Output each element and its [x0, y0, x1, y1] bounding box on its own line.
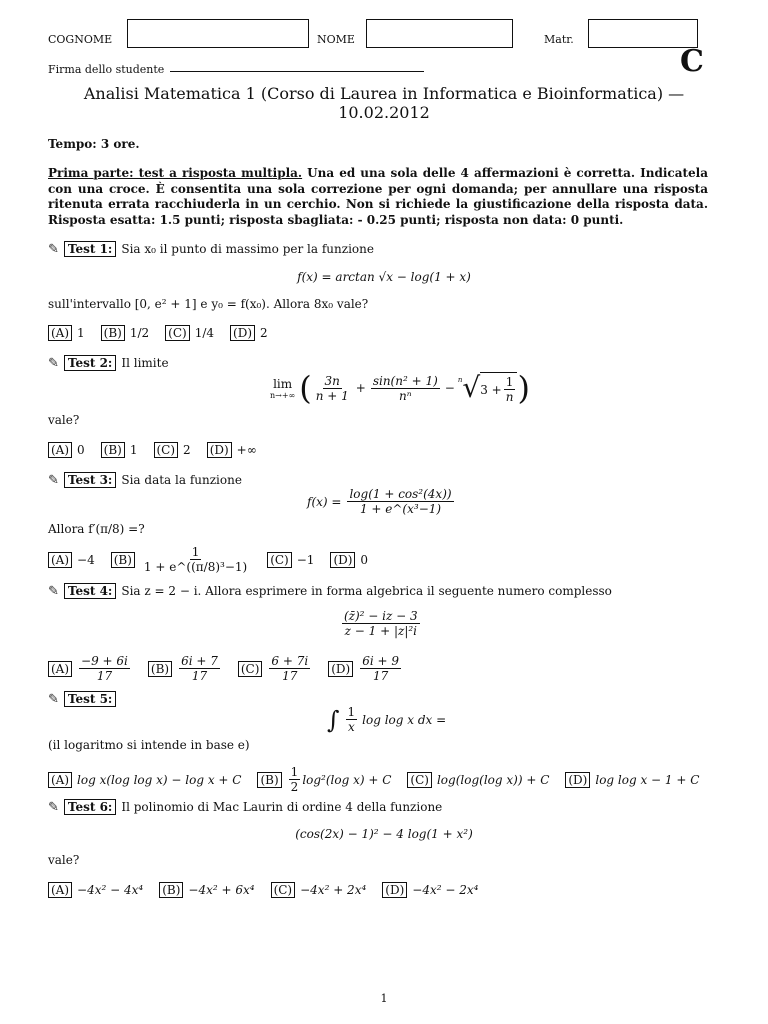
option-b[interactable]: [257, 765, 391, 794]
root-index: n: [457, 376, 463, 384]
option-value: 0: [77, 443, 85, 457]
test-5-after: (il logaritmo si intende in base e): [48, 738, 250, 752]
pencil-icon: ✎: [48, 241, 59, 257]
option-key[interactable]: (A): [48, 325, 72, 341]
option-c[interactable]: [267, 552, 314, 568]
option-b[interactable]: [111, 545, 251, 574]
test-label: Test 3:: [64, 472, 116, 488]
option-key[interactable]: (A): [48, 442, 72, 458]
t1-num: 3n: [324, 373, 340, 388]
cognome-field[interactable]: [127, 19, 309, 48]
fraction: [347, 487, 453, 516]
test-label: Test 1:: [64, 241, 116, 257]
option-b[interactable]: [148, 654, 222, 683]
test-2-header: [48, 355, 169, 371]
option-frac: [142, 545, 249, 574]
fraction: [342, 609, 420, 638]
t2-den: nⁿ: [399, 388, 412, 403]
option-a[interactable]: [48, 552, 95, 568]
option-c[interactable]: [154, 442, 191, 458]
option-d[interactable]: [330, 552, 368, 568]
option-key[interactable]: (A): [48, 882, 72, 898]
test-5-options: [48, 765, 715, 794]
instructions-text: Una ed una sola delle 4 affermazioni è corretta. Indicatela con una croce. È consentita una sola correzione per ogni domanda; per annullare una risposta ritenuta errata racchiuderla in un cerchio. Non si richiede la giustificazione della risposta data. Risposta esatta: 1.5 punti; risposta sbagliata: - 0.25 punti; risposta non data: 0 punti.: [48, 166, 708, 227]
test-prompt: Il limite: [121, 356, 169, 370]
tempo: Tempo: 3 ore.: [48, 137, 140, 151]
test-3-header: [48, 472, 242, 488]
option-c[interactable]: [407, 772, 549, 788]
test-label: Test 2:: [64, 355, 116, 371]
option-key[interactable]: (B): [159, 882, 183, 898]
test-3-options: [48, 545, 384, 574]
option-key[interactable]: (D): [328, 661, 353, 677]
test-4-options: [48, 654, 419, 683]
signature-line[interactable]: [170, 71, 424, 72]
option-value: 2: [183, 443, 191, 457]
fraction: [346, 705, 358, 734]
test-5-header: [48, 691, 116, 707]
option-frac: [269, 654, 310, 683]
test-6-formula: (cos(2x) − 1)² − 4 log(1 + x²): [295, 827, 473, 841]
option-key[interactable]: (A): [48, 552, 72, 568]
lim-word: lim: [273, 376, 293, 391]
nome-field[interactable]: [366, 19, 513, 48]
test-3-after: Allora f′(π/8) =?: [48, 522, 145, 536]
root-body-text: 3 +: [480, 382, 502, 397]
opt-num: 1: [290, 765, 299, 779]
pencil-icon: ✎: [48, 691, 59, 707]
option-value: log²(log x) + C: [302, 772, 392, 787]
radical-icon: √: [462, 371, 481, 404]
nome-label: NOME: [317, 33, 355, 46]
option-key[interactable]: (C): [154, 442, 179, 458]
option-frac: [360, 654, 401, 683]
option-a[interactable]: [48, 654, 132, 683]
instructions-lead: Prima parte: test a risposta multipla.: [48, 166, 303, 180]
option-key[interactable]: (A): [48, 772, 72, 788]
option-d[interactable]: [382, 882, 478, 898]
test-2-options: [48, 442, 273, 458]
option-a[interactable]: [48, 325, 85, 341]
root-body: [480, 372, 517, 404]
test-4-formula: [340, 609, 422, 638]
test-1-formula: f(x) = arctan √x − log(1 + x): [297, 270, 471, 284]
option-b[interactable]: [159, 882, 254, 898]
integral-icon: ∫: [327, 705, 340, 734]
root-den: n: [505, 390, 514, 404]
option-d[interactable]: [207, 442, 257, 458]
test-prompt: Il polinomio di Mac Laurin di ordine 4 della funzione: [121, 800, 443, 814]
test-label: Test 4:: [64, 583, 116, 599]
numerator: log(1 + cos²(4x)): [349, 487, 452, 501]
option-frac: [79, 654, 130, 683]
test-prompt: Sia z = 2 − i. Allora esprimere in forma algebrica il seguente numero complesso: [121, 584, 612, 598]
instructions: [48, 166, 708, 228]
option-frac: [179, 654, 220, 683]
t1-den: n + 1: [315, 388, 349, 403]
root-frac: [504, 375, 516, 404]
option-key[interactable]: (B): [257, 772, 281, 788]
test-2-after: vale?: [48, 413, 80, 427]
option-key[interactable]: (D): [382, 882, 407, 898]
term-1: [314, 374, 351, 403]
limit-operator: [270, 377, 295, 400]
numerator: 1: [347, 705, 356, 719]
test-6-header: [48, 799, 442, 815]
option-value: 1/4: [194, 326, 215, 340]
option-key[interactable]: (C): [238, 661, 263, 677]
pencil-icon: ✎: [48, 583, 59, 599]
test-1-after: sull'intervallo [0, e² + 1] e y₀ = f(x₀). Allora 8x₀ vale?: [48, 297, 369, 311]
exam-title: Analisi Matematica 1 (Corso di Laurea in Informatica e Bioinformatica) —: [83, 84, 685, 103]
option-value: 1: [129, 443, 138, 457]
denominator: x: [347, 720, 355, 734]
option-d[interactable]: [565, 772, 699, 788]
opt-den: 2: [290, 780, 299, 794]
denominator: z − 1 + |z|²i: [344, 624, 418, 638]
lim-sub: n→+∞: [270, 390, 296, 400]
option-c[interactable]: [165, 325, 214, 341]
opt-den: 17: [282, 669, 298, 683]
test-label: Test 5:: [64, 691, 116, 707]
firma-label: Firma dello studente: [48, 63, 165, 76]
option-value: −4x² − 4x⁴: [77, 883, 144, 897]
opt-den: 17: [96, 669, 113, 683]
denominator: 1 + e^(x³−1): [359, 502, 442, 516]
option-value: 2: [260, 326, 268, 340]
option-value: 1: [77, 326, 85, 340]
opt-den: 17: [372, 669, 389, 683]
test-prompt: Sia x₀ il punto di massimo per la funzione: [121, 242, 374, 256]
option-value: log(log(log x)) + C: [436, 772, 550, 787]
option-key[interactable]: (C): [267, 552, 292, 568]
option-c[interactable]: [238, 654, 312, 683]
option-value: −4: [77, 552, 95, 567]
option-key[interactable]: (D): [330, 552, 355, 568]
test-prompt: Sia data la funzione: [121, 473, 242, 487]
option-key[interactable]: (C): [165, 325, 190, 341]
opt-den: 17: [191, 669, 208, 683]
test-6-options: [48, 882, 494, 898]
option-key[interactable]: (B): [111, 552, 135, 568]
pencil-icon: ✎: [48, 355, 59, 371]
option-value: −4x² + 6x⁴: [188, 883, 255, 897]
test-5-formula: [327, 705, 446, 734]
test-2-formula: lim n→+∞ ( $\frac{3n}{n + 1}$ + $\frac{\text{sin(n² + 1)}}{\text{nⁿ}}$ − n √ 3 + $\frac{1}{n}$ ): [270, 369, 530, 407]
page-number: 1: [380, 992, 388, 1005]
option-d[interactable]: [328, 654, 403, 683]
option-value: −1: [296, 552, 315, 567]
option-a[interactable]: [48, 772, 241, 788]
test-1-options: [48, 325, 284, 341]
numerator: (z̄)² − iz − 3: [344, 609, 418, 623]
option-value: log x(log log x) − log x + C: [77, 772, 242, 787]
option-frac: [289, 765, 301, 794]
option-value: −4x² − 2x⁴: [412, 883, 479, 897]
opt-num: 6i + 7: [181, 654, 218, 668]
opt-den: 1 + e^((π/8)³−1): [143, 560, 248, 574]
term-2: [371, 374, 440, 403]
option-key[interactable]: (B): [101, 325, 125, 341]
version-letter: C: [680, 44, 704, 79]
option-value: −4x² + 2x⁴: [300, 883, 367, 897]
lhs: f(x) =: [307, 494, 342, 509]
exam-date: 10.02.2012: [338, 103, 430, 122]
integrand: log log x dx =: [362, 712, 447, 727]
option-key[interactable]: (B): [148, 661, 172, 677]
t2-num: sin(n² + 1): [372, 373, 438, 388]
cognome-label: COGNOME: [48, 33, 113, 46]
option-value: 0: [360, 552, 369, 567]
option-value: +∞: [236, 443, 257, 457]
pencil-icon: ✎: [48, 799, 59, 815]
option-value: 1/2: [129, 326, 150, 340]
option-b[interactable]: [101, 442, 138, 458]
test-4-header: [48, 583, 612, 599]
opt-num: 6i + 9: [362, 654, 399, 668]
option-key[interactable]: (B): [101, 442, 125, 458]
option-value: log log x − 1 + C: [595, 772, 700, 787]
right-paren: ): [517, 369, 530, 407]
option-key[interactable]: (D): [230, 325, 255, 341]
option-key[interactable]: (C): [407, 772, 432, 788]
test-1-header: [48, 241, 374, 257]
option-key[interactable]: (C): [271, 882, 296, 898]
option-key[interactable]: (D): [565, 772, 590, 788]
option-b[interactable]: [101, 325, 150, 341]
opt-num: −9 + 6i: [81, 654, 128, 668]
matr-label: Matr.: [544, 33, 574, 46]
test-3-formula: [307, 487, 456, 516]
test-label: Test 6:: [64, 799, 116, 815]
option-c[interactable]: [271, 882, 367, 898]
left-paren: (: [299, 369, 312, 407]
pencil-icon: ✎: [48, 472, 59, 488]
option-key[interactable]: (A): [48, 661, 72, 677]
root-num: 1: [505, 375, 514, 389]
option-a[interactable]: [48, 882, 143, 898]
option-a[interactable]: [48, 442, 85, 458]
option-key[interactable]: (D): [207, 442, 232, 458]
test-6-after: vale?: [48, 853, 80, 867]
option-d[interactable]: [230, 325, 268, 341]
opt-num: 6 + 7i: [271, 654, 309, 668]
opt-num: 1: [191, 545, 200, 559]
